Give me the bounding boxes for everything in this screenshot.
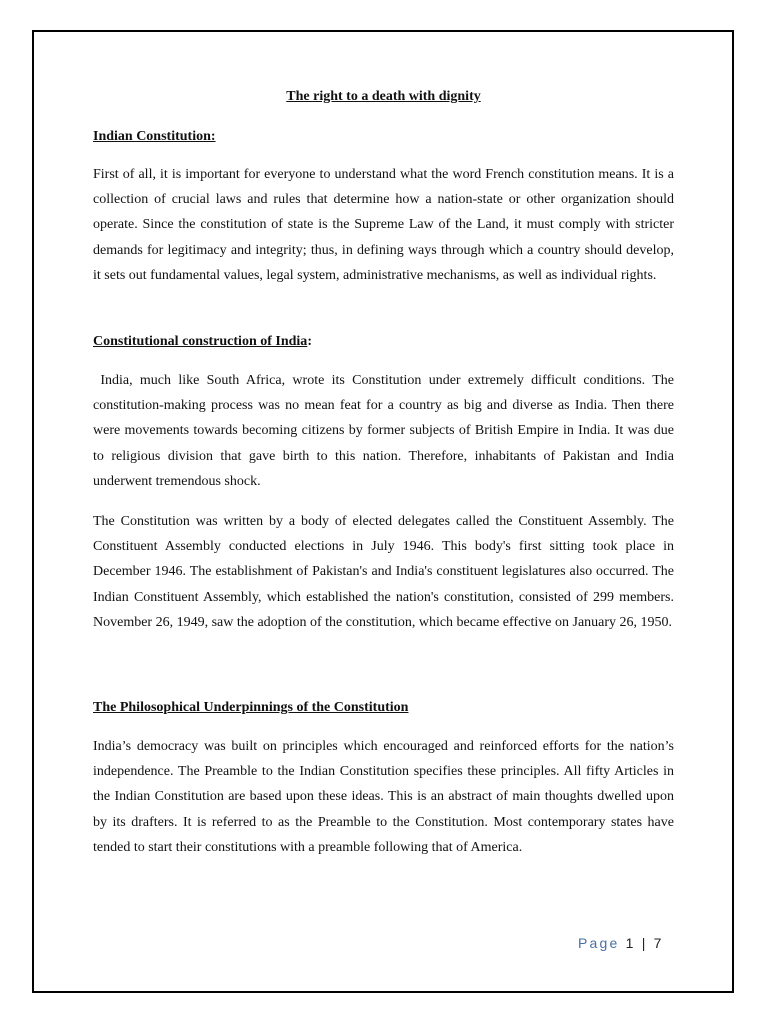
total-pages: 7 [653,935,664,951]
paragraph: India, much like South Africa, wrote its Constitution under extremely difficult conditions. The constitution-making process was no mean feat for a country as big and diverse as India. Then there were movements towards becoming citizens by former subjects of British Empire in India. It was due to religious division that gave birth to this nation. Therefore, inhabitants of Pakistan and India underwent tremendous shock. [93,373,678,489]
paragraph: India’s democracy was built on principles which encouraged and reinforced efforts for the nation’s independence. The Preamble to the Indian Constitution specifies these principles. All fifty Articles in the Indian Constitution are based upon these ideas. This is an abstract of main thoughts dwelled upon by its drafters. It is referred to as the Preamble to the Constitution. Most contemporary states have tended to start their constitutions with a preamble following that of America. [93,739,674,855]
page-footer [578,935,664,951]
page-label: Page [578,935,620,951]
heading-text: The Philosophical Underpinnings of the Constitution [93,700,409,715]
heading-suffix: : [307,334,312,349]
section-heading-philosophical-underpinnings [93,699,408,717]
heading-text: Indian Constitution: [93,129,216,144]
document-title: The right to a death with dignity [286,89,481,104]
page-separator: | [641,935,648,951]
paragraph: The Constitution was written by a body of elected delegates called the Constituent Assembly. The Constituent Assembly conducted elections in July 1946. This body's first sitting took place in December 1946. The establishment of Pakistan's and India's constituent legislatures also occurred. The Indian Constituent Assembly, which established the nation's constitution, consisted of 299 members. November 26, 1949, saw the adoption of the constitution, which became effective on January 26, 1950. [93,514,674,630]
section-heading-constitutional-construction [93,333,312,351]
paragraph: First of all, it is important for everyone to understand what the word French constitution means. It is a collection of crucial laws and rules that determine how a nation-state or other organization should operate. Since the constitution of state is the Supreme Law of the Land, it must comply with stricter demands for legitimacy and integrity; thus, in defining ways through which a country should develop, it sets out fundamental values, legal system, administrative mechanisms, as well as individual rights. [93,167,674,283]
heading-text: Constitutional construction of India [93,334,308,349]
section-heading-indian-constitution [93,128,216,146]
page-number: 1 [625,935,636,951]
